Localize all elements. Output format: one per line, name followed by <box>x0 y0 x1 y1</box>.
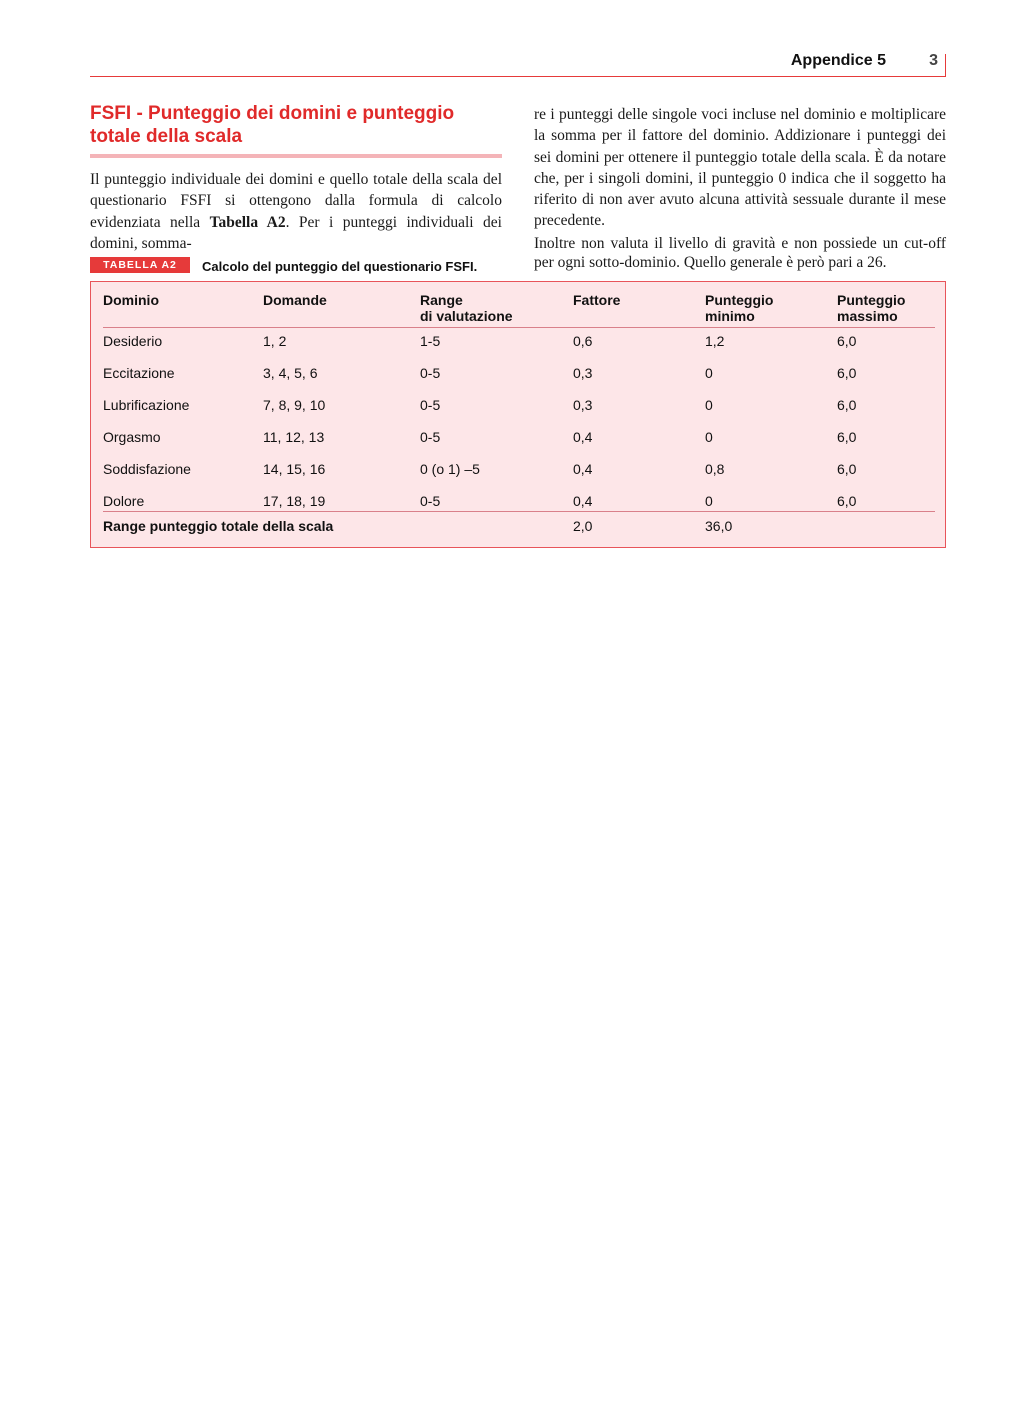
table-cell: 0-5 <box>420 397 441 413</box>
table-header-cell: Fattore <box>573 292 621 308</box>
running-head <box>90 52 946 77</box>
table-cell: 6,0 <box>837 429 857 445</box>
table-cell: 0,3 <box>573 365 593 381</box>
table-cell: 0 <box>705 397 713 413</box>
table-cell: 0 <box>705 365 713 381</box>
table-cell: 0 <box>705 429 713 445</box>
table-cell: Soddisfazione <box>103 461 191 477</box>
table-header-cell: Punteggio minimo <box>705 292 774 324</box>
table-cell: 0,4 <box>573 493 593 509</box>
table-cell: 1, 2 <box>263 333 287 349</box>
table-header-cell: Punteggio massimo <box>837 292 906 324</box>
table-caption <box>90 257 502 277</box>
table-cell: 0,3 <box>573 397 593 413</box>
table-cell: 11, 12, 13 <box>263 429 325 445</box>
table-cell: Dolore <box>103 493 145 509</box>
table-cell: 0-5 <box>420 365 441 381</box>
table-cell: 6,0 <box>837 365 857 381</box>
table-cell: 7, 8, 9, 10 <box>263 397 326 413</box>
table-cell: Lubrificazione <box>103 397 190 413</box>
left-paragraph-part2: . Per i punteggi individuali dei domini, somma- <box>90 213 502 252</box>
table-cell: 0,8 <box>705 461 725 477</box>
running-head-section: Appendice 5 <box>790 52 886 69</box>
table-total-label: Range punteggio totale della scala <box>103 518 334 534</box>
table-cell: Desiderio <box>103 333 163 349</box>
table-cell: 0,4 <box>573 461 593 477</box>
left-paragraph-part1: Il punteggio individuale dei domini e quello totale della scala del questionario FSFI si ottengono dalla formula di calcolo evidenziata nella <box>90 171 502 231</box>
table-header-cell: Domande <box>263 292 327 308</box>
table-header-cell: Dominio <box>103 292 159 308</box>
table-cell: 1-5 <box>420 333 441 349</box>
table-cell: 6,0 <box>837 397 857 413</box>
table-total-min: 2,0 <box>573 518 593 534</box>
heading-rule <box>90 154 502 158</box>
left-paragraph <box>90 169 502 254</box>
section-heading: FSFI - Punteggio dei domini e punteggio totale della scala <box>90 103 455 147</box>
table-cell: 6,0 <box>837 493 857 509</box>
table-cell: 0,4 <box>573 429 593 445</box>
table-cell: Eccitazione <box>103 365 175 381</box>
table-cell: 0 <box>705 493 713 509</box>
table-reference: Tabella A2 <box>209 213 286 231</box>
scoring-table <box>90 281 946 548</box>
table-cell: 17, 18, 19 <box>263 493 326 509</box>
table-cell: 1,2 <box>705 333 725 349</box>
table-cell: 6,0 <box>837 461 857 477</box>
table-header-cell: Range di valutazione <box>420 292 513 324</box>
table-cell: 0-5 <box>420 493 441 509</box>
table-cell: 6,0 <box>837 333 857 349</box>
running-head-divider <box>945 54 946 76</box>
table-cell: 0,6 <box>573 333 593 349</box>
table-total-max: 36,0 <box>705 518 733 534</box>
table-cell: 14, 15, 16 <box>263 461 326 477</box>
page-number: 3 <box>929 52 938 69</box>
table-cell: 0 (o 1) –5 <box>420 461 480 477</box>
right-paragraph-2: Inoltre non valuta il livello di gravità e non possiede un cut-off per ogni sotto-dominio. Quello generale è però pari a 26. <box>534 235 946 271</box>
table-cell: Orgasmo <box>103 429 161 445</box>
table-total-rule <box>103 511 935 512</box>
table-cell: 0-5 <box>420 429 441 445</box>
right-paragraph-1: re i punteggi delle singole voci incluse nel dominio e moltiplicare la somma per il fattore del dominio. Addizionare i punteggi dei sei domini per ottenere il punteggio totale della scala. È da notare che, per i singoli domini, il punteggio 0 indica che il soggetto ha riferito di non aver avuto alcuna attività sessuale durante il mese precedente. <box>534 106 946 230</box>
table-caption-text: Calcolo del punteggio del questionario FSFI. <box>202 259 478 274</box>
table-cell: 3, 4, 5, 6 <box>263 365 318 381</box>
table-header-rule <box>103 327 935 328</box>
table-tag: TABELLA A2 <box>90 257 190 273</box>
